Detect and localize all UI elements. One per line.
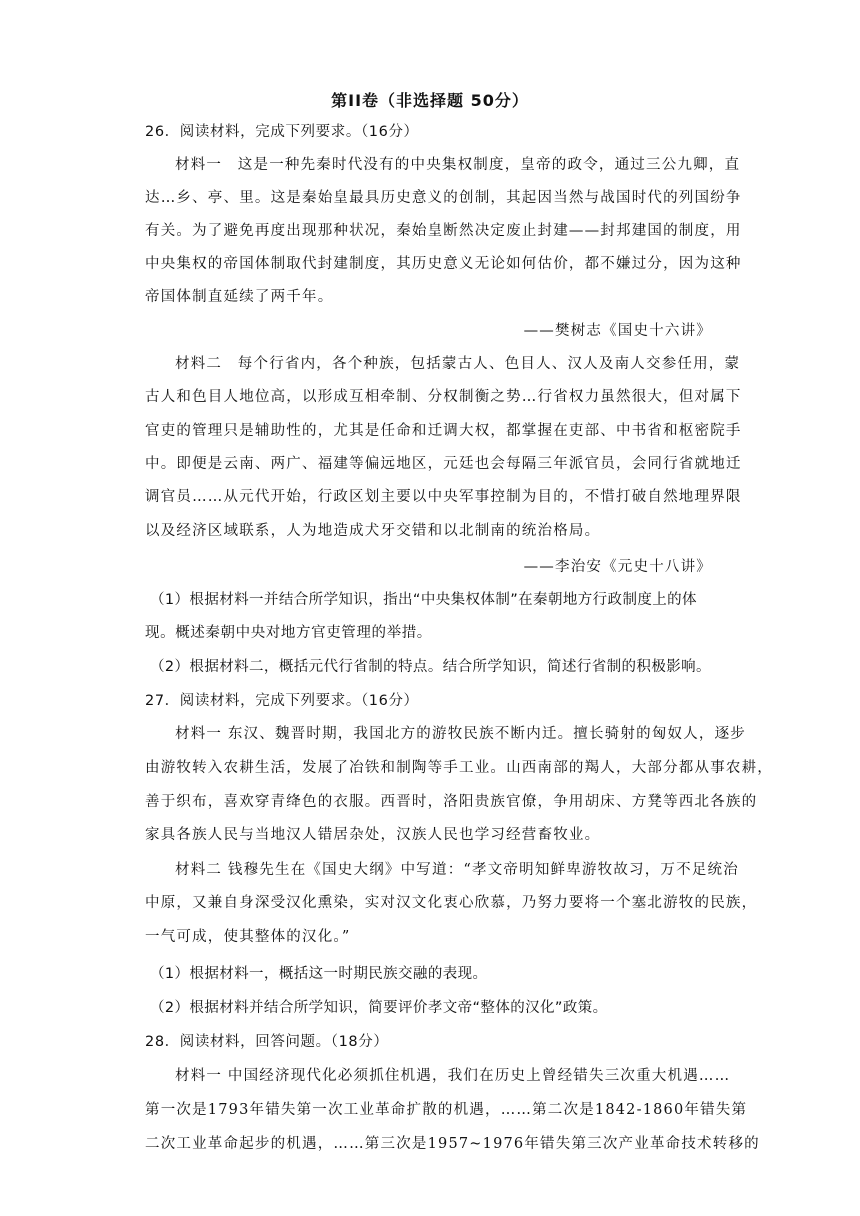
q26-ask-1-cont: 现。概述秦朝中央对地方官吏管理的举措。	[145, 625, 432, 641]
q27-ask-2: （2）根据材料并结合所学知识，简要评价孝文帝“整体的汉化”政策。	[150, 1000, 608, 1016]
q27-material1-line: 善于织布，喜欢穿青绛色的衣服。西晋时，洛阳贵族官僚，争用胡床、方凳等西北各族的	[145, 794, 758, 810]
q26-material1-line: 材料一 这是一种先秦时代没有的中央集权制度，皇帝的政令，通过三公九卿，直	[175, 157, 741, 173]
question-27-heading: 27．阅读材料，完成下列要求。（16分）	[145, 693, 419, 709]
q26-material1-line: 达…乡、亭、里。这是秦始皇最具历史意义的创制，其起因当然与战国时代的列国纷争	[145, 190, 742, 206]
q27-material1-line: 家具各族人民与当地汉人错居杂处，汉族人民也学习经营畜牧业。	[145, 827, 601, 843]
question-26-heading: 26．阅读材料，完成下列要求。（16分）	[145, 124, 419, 140]
q26-ask-1: （1）根据材料一并结合所学知识，指出“中央集权体制”在秦朝地方行政制度上的体	[150, 592, 697, 608]
q26-material1-line: 中央集权的帝国体制取代封建制度，其历史意义无论如何估价，都不嫌过分，因为这种	[145, 256, 742, 272]
q26-material2-line: 调官员……从元代开始，行政区划主要以中央军事控制为目的，不惜打破自然地理界限	[145, 489, 742, 505]
section-title: 第II卷（非选择题 50分）	[331, 91, 529, 110]
q28-material1-line: 第一次是1793年错失第一次工业革命扩散的机遇，……第二次是1842-1860年错失第	[145, 1102, 748, 1118]
q26-material1-line: 帝国体制直延续了两千年。	[145, 289, 334, 305]
q26-ask-2: （2）根据材料二，概括元代行省制的特点。结合所学知识，简述行省制的积极影响。	[150, 659, 711, 675]
q27-material1-line: 由游牧转入农耕生活，发展了冶铁和制陶等手工业。山西南部的羯人，大部分都从事农耕，	[145, 760, 773, 776]
q26-material2-line: 官吏的管理只是辅助性的，尤其是任命和迁调大权，都掌握在吏部、中书省和枢密院手	[145, 423, 742, 439]
q28-material1-line: 材料一 中国经济现代化必须抓住机遇，我们在历史上曾经错失三次重大机遇……	[175, 1068, 731, 1084]
q27-material2-line: 材料二 钱穆先生在《国史大纲》中写道：“孝文帝明知鲜卑游牧故习，万不足统治	[175, 862, 739, 878]
q27-material1-line: 材料一 东汉、魏晋时期，我国北方的游牧民族不断内迁。擅长骑射的匈奴人，逐步	[175, 726, 747, 742]
q26-material2-line: 中。即便是云南、两广、福建等偏远地区，元廷也会每隔三年派官员，会同行省就地迁	[145, 456, 742, 472]
q26-material1-line: 有关。为了避免再度出现那种状况，秦始皇断然决定废止封建——封邦建国的制度，用	[145, 223, 742, 239]
q28-material1-line: 二次工业革命起步的机遇，……第三次是1957~1976年错失第三次产业革命技术转移的	[145, 1136, 760, 1152]
q27-material2-line: 一气可成，使其整体的汉化。”	[145, 929, 351, 945]
q26-material2-line: 以及经济区域联系，人为地造成犬牙交错和以北制南的统治格局。	[145, 523, 601, 539]
q27-material2-line: 中原，又兼自身深受汉化熏染，实对汉文化衷心欣慕，乃努力要将一个塞北游牧的民族，	[145, 895, 758, 911]
q26-material2-line: 材料二 每个行省内，各个种族，包括蒙古人、色目人、汉人及南人交参任用，蒙	[175, 356, 741, 372]
q27-ask-1: （1）根据材料一，概括这一时期民族交融的表现。	[150, 966, 488, 982]
question-28-heading: 28．阅读材料，回答问题。（18分）	[145, 1034, 389, 1050]
q26-material2-line: 古人和色目人地位高，以形成互相牵制、分权制衡之势…行省权力虽然很大，但对属下	[145, 389, 742, 405]
q26-material2-source: ——李治安《元史十八讲》	[523, 559, 712, 575]
q26-material1-source: ——樊树志《国史十六讲》	[523, 323, 712, 339]
